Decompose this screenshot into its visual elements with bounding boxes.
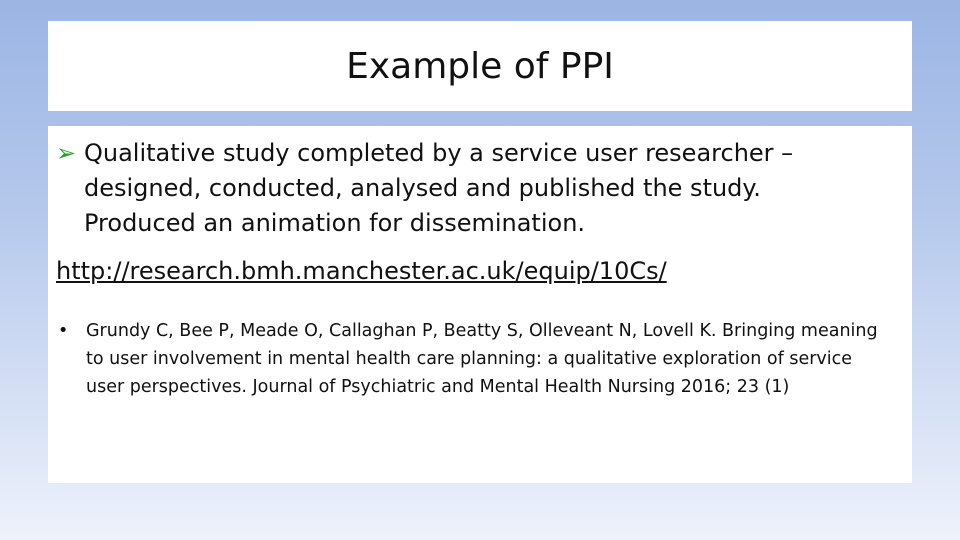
- slide-title: Example of PPI: [346, 45, 614, 87]
- reference-text: Grundy C, Bee P, Meade O, Callaghan P, Beatty S, Olleveant N, Lovell K. Bringing meaning to user involvement in mental health care planning: a qualitative exploration of service user perspectives. Journal of Psychiatric and Mental Health Nursing 2016; 23 (1): [86, 321, 878, 397]
- arrow-bullet-icon: ➢: [56, 139, 77, 167]
- main-bullet-text: Qualitative study completed by a service user researcher – designed, conducted, analysed and published the study. Produced an animation for dissemination.: [84, 139, 794, 237]
- bullet-dot-icon: •: [58, 321, 69, 341]
- main-bullet: [56, 136, 902, 241]
- content-panel: [48, 126, 912, 483]
- reference-item: [56, 317, 902, 401]
- equip-link[interactable]: http://research.bmh.manchester.ac.uk/equip/10Cs/: [56, 257, 667, 285]
- title-panel: [48, 21, 912, 111]
